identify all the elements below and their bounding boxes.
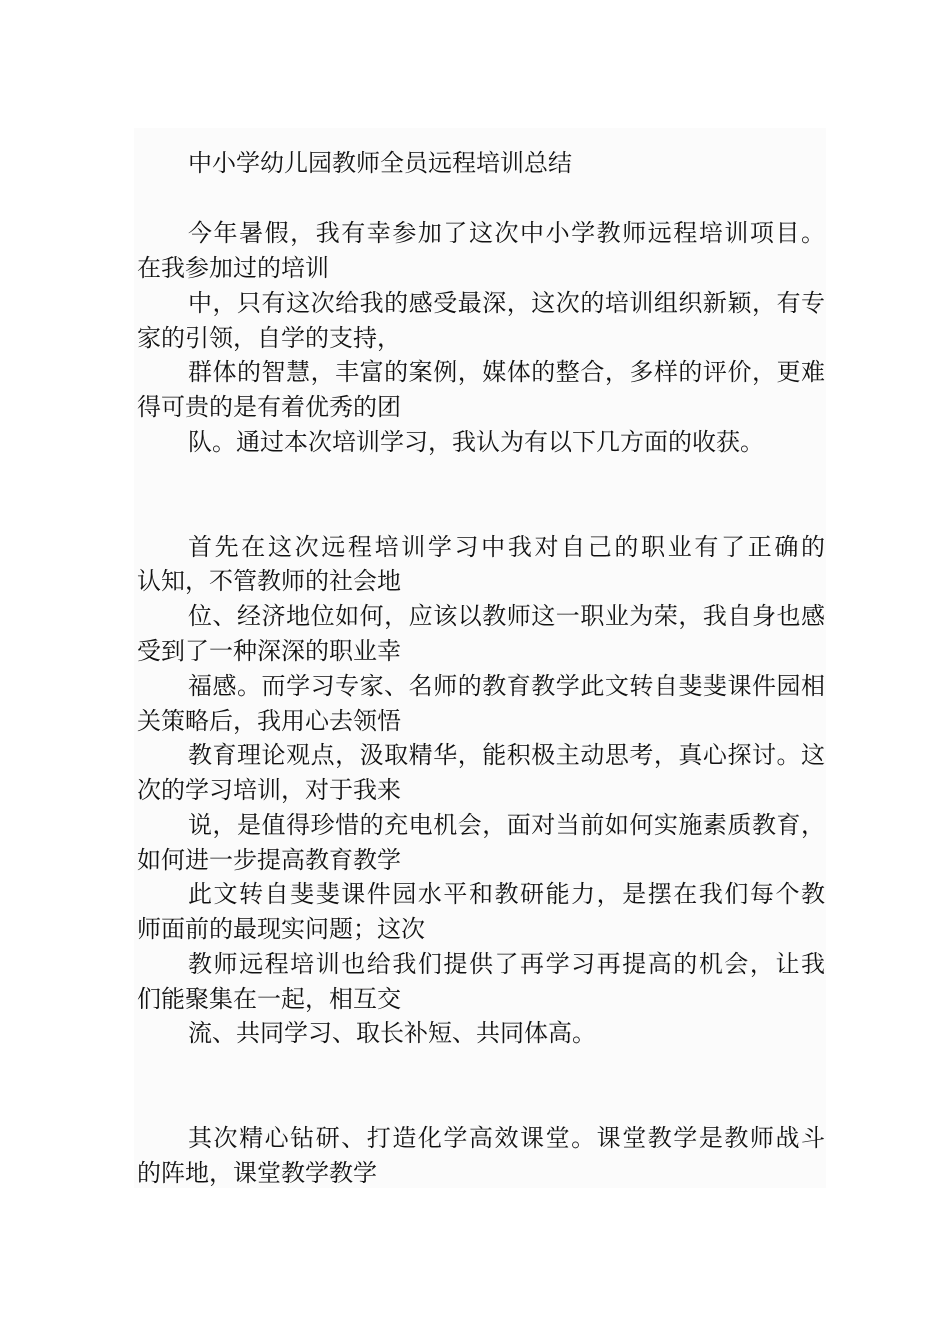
paragraph-line: 说，是值得珍惜的充电机会，面对当前如何实施素质教育，: [188, 811, 825, 839]
document-title: 中小学幼儿园教师全员远程培训总结: [188, 149, 572, 177]
paragraph-line: 位、经济地位如何，应该以教师这一职业为荣，我自身也感: [188, 602, 825, 630]
paragraph-line: 群体的智慧，丰富的案例，媒体的整合，多样的评价，更难: [188, 358, 825, 386]
paragraph-line: 认知，不管教师的社会地: [137, 567, 401, 595]
paragraph-line: 在我参加过的培训: [137, 254, 329, 282]
paragraph-line: 如何进一步提高教育教学: [137, 846, 401, 874]
paragraph-line: 流、共同学习、取长补短、共同体高。: [188, 1019, 596, 1047]
paragraph-line: 师面前的最现实问题；这次: [137, 915, 425, 943]
paragraph-line: 此文转自斐斐课件园水平和教研能力，是摆在我们每个教: [188, 880, 825, 908]
paragraph-line: 教育理论观点，汲取精华，能积极主动思考，真心探讨。这: [188, 741, 825, 769]
paragraph-line: 队。通过本次培训学习，我认为有以下几方面的收获。: [188, 428, 764, 456]
paragraph-line: 们能聚集在一起，相互交: [137, 985, 401, 1013]
paragraph-line: 首先在这次远程培训学习中我对自己的职业有了正确的: [188, 533, 825, 561]
paragraph-line: 关策略后，我用心去领悟: [137, 707, 401, 735]
paragraph-line: 其次精心钻研、打造化学高效课堂。课堂教学是教师战斗: [188, 1124, 825, 1152]
paragraph-line: 次的学习培训，对于我来: [137, 776, 401, 804]
paragraph-line: 家的引领，自学的支持，: [137, 324, 401, 352]
paragraph-line: 福感。而学习专家、名师的教育教学此文转自斐斐课件园相: [188, 672, 825, 700]
paragraph-line: 受到了一种深深的职业幸: [137, 637, 401, 665]
paragraph-line: 得可贵的是有着优秀的团: [137, 393, 401, 421]
paragraph-line: 今年暑假，我有幸参加了这次中小学教师远程培训项目。: [188, 219, 825, 247]
paragraph-line: 教师远程培训也给我们提供了再学习再提高的机会，让我: [188, 950, 825, 978]
paragraph-line: 中，只有这次给我的感受最深，这次的培训组织新颖，有专: [188, 289, 825, 317]
paragraph-line: 的阵地，课堂教学教学: [137, 1159, 377, 1187]
